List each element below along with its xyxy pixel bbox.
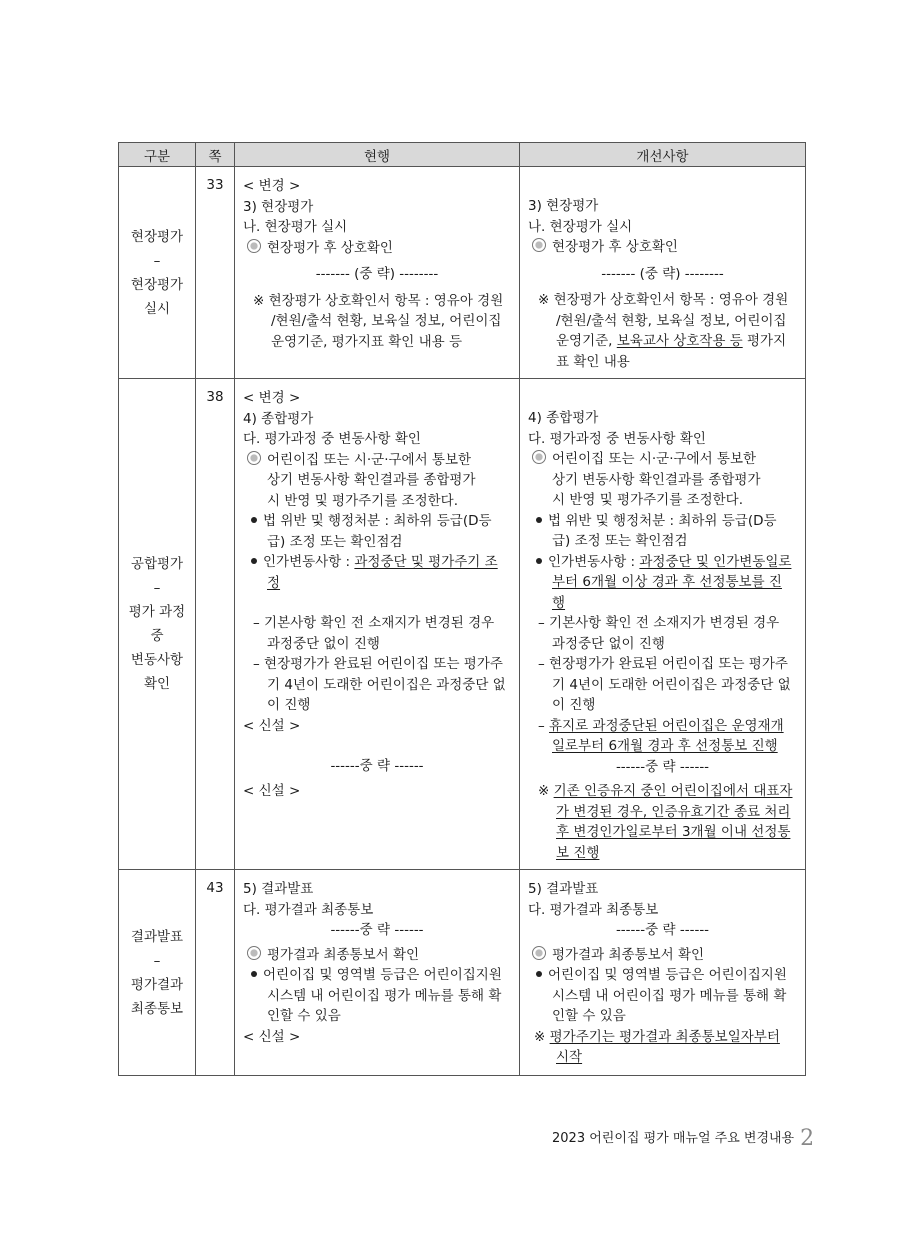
header-page: 쪽 (196, 143, 235, 167)
row-improved-text: 4) 종합평가 다. 평가과정 중 변동사항 확인 어린이집 또는 시·군·구에서 통보한 상기 변동사항 확인결과를 종합평가 시 반영 및 평가주기를 조정한다. 법 위반 및 행정처분 : 최하위 등급(D등 급) 조정 또는 확인점검 인가변동사항 : 과정중단 및 인가변동일로 부터 6개월 이상 경과 후 선정통보를 진 행 – 기본사항 확인 전 소재지가 변경된 경우 과정중단 없이 진행 – 현장평가가 완료된 어린이집 또는 평가주 기 4년이 도래한 어린이집은 과정중단 없 이 진행 – 휴지로 과정중단된 어린이집은 운영재개 일로부터 6개월 경과 후 선정통보 진행 ------중 략 ------ ※ 기존 인증유지 중인 어린이집에서 대표자 가 변경된 경우, 인증유효기간 종료 처리 후 변경인가일로부터 3개월 이내 선정통 보 진행 (520, 379, 806, 870)
bullet-dot-icon (536, 558, 542, 564)
row-page: 33 (196, 167, 235, 379)
bullet-dot-icon (536, 517, 542, 523)
row-current-text: 5) 결과발표 다. 평가결과 최종통보 ------중 략 ------ 평가결과 최종통보서 확인 어린이집 및 영역별 등급은 어린이집지원 시스템 내 어린이집 평가 메뉴를 통해 확 인할 수 있음 < 신설 > (235, 870, 520, 1076)
table-row (119, 870, 806, 1076)
row-improved-text: 5) 결과발표 다. 평가결과 최종통보 ------중 략 ------ 평가결과 최종통보서 확인 어린이집 및 영역별 등급은 어린이집지원 시스템 내 어린이집 평가 메뉴를 통해 확 인할 수 있음 ※ 평가주기는 평가결과 최종통보일자부터 시작 (520, 870, 806, 1076)
page-footer (552, 1126, 815, 1151)
footer-title: 2023 어린이집 평가 매뉴얼 주요 변경내용 (552, 1131, 795, 1146)
page-number: 2 (800, 1126, 815, 1151)
row-category: 결과발표 – 평가결과 최종통보 (119, 870, 196, 1076)
header-category: 구분 (119, 143, 196, 167)
circle-bullet-icon (532, 450, 546, 464)
circle-bullet-icon (247, 946, 261, 960)
circle-bullet-icon (247, 451, 261, 465)
circle-bullet-icon (532, 946, 546, 960)
bullet-dot-icon (536, 971, 542, 977)
row-current-text: < 변경 > 3) 현장평가 나. 현장평가 실시 현장평가 후 상호확인 ------- (중 략) -------- ※ 현장평가 상호확인서 항목 : 영유아 경원 /현원/출석 현황, 보육실 정보, 어린이집 운영기준, 평가지표 확인 내용 등 (235, 167, 520, 379)
row-improved-text: 3) 현장평가 나. 현장평가 실시 현장평가 후 상호확인 ------- (중 략) -------- ※ 현장평가 상호확인서 항목 : 영유아 경원 /현원/출석 현황, 보육실 정보, 어린이집 운영기준, 보육교사 상호작용 등 평가지 표 확인 내용 (520, 167, 806, 379)
row-page: 43 (196, 870, 235, 1076)
change-comparison-table (118, 142, 806, 1076)
table-row (119, 167, 806, 379)
header-improved: 개선사항 (520, 143, 806, 167)
table-row (119, 379, 806, 870)
row-current-text: < 변경 > 4) 종합평가 다. 평가과정 중 변동사항 확인 어린이집 또는 시·군·구에서 통보한 상기 변동사항 확인결과를 종합평가 시 반영 및 평가주기를 조정한다. 법 위반 및 행정처분 : 최하위 등급(D등 급) 조정 또는 확인점검 인가변동사항 : 과정중단 및 평가주기 조 정 – 기본사항 확인 전 소재지가 변경된 경우 과정중단 없이 진행 – 현장평가가 완료된 어린이집 또는 평가주 기 4년이 도래한 어린이집은 과정중단 없 이 진행 < 신설 > ------중 략 ------ < 신설 > (235, 379, 520, 870)
header-current: 현행 (235, 143, 520, 167)
circle-bullet-icon (532, 238, 546, 252)
row-page: 38 (196, 379, 235, 870)
circle-bullet-icon (247, 239, 261, 253)
table-header-row (119, 143, 806, 167)
bullet-dot-icon (251, 971, 257, 977)
row-category: 현장평가 – 현장평가 실시 (119, 167, 196, 379)
bullet-dot-icon (251, 558, 257, 564)
row-category: 공합평가 – 평가 과정 중 변동사항 확인 (119, 379, 196, 870)
bullet-dot-icon (251, 517, 257, 523)
